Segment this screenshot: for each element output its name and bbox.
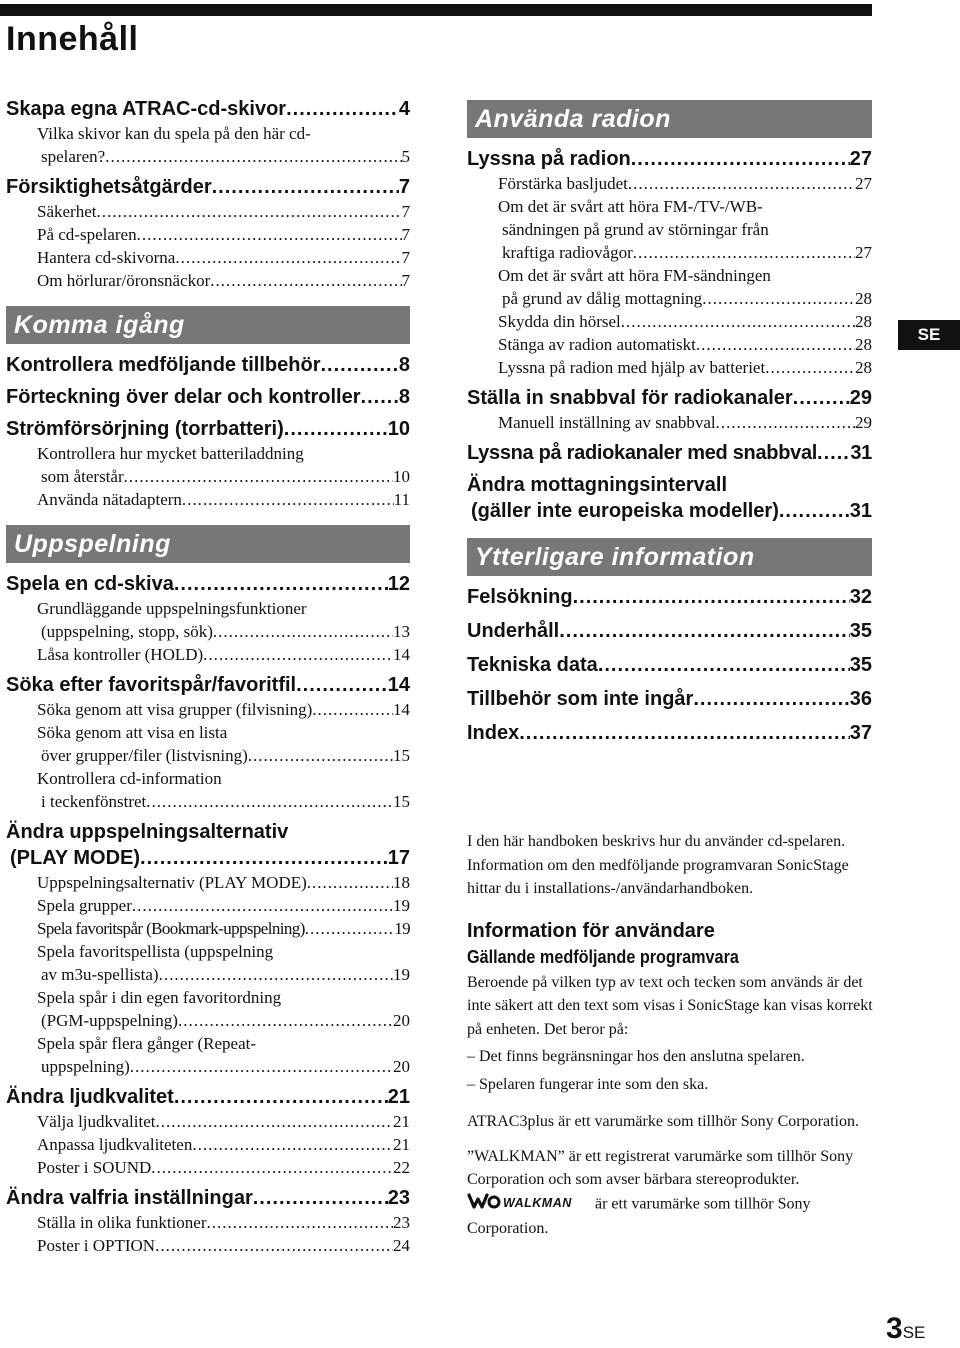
dot-leader bbox=[628, 172, 855, 195]
trademark-walkman bbox=[467, 1145, 877, 1241]
toc-entry-page: 36 bbox=[849, 688, 872, 710]
dash-item: – Det finns begränsningar hos den anslutna spelaren. bbox=[467, 1048, 805, 1065]
toc-entry-page: 31 bbox=[850, 442, 872, 464]
language-tab: SE bbox=[898, 320, 960, 350]
toc-subentry[interactable] bbox=[6, 465, 410, 488]
dot-leader bbox=[286, 96, 399, 122]
toc-subentry-title: (uppspelning, stopp, sök) bbox=[41, 622, 213, 641]
toc-subentry-title: uppspelning) bbox=[41, 1057, 130, 1076]
dot-leader bbox=[178, 1009, 393, 1032]
toc-subentry-page: 11 bbox=[393, 490, 410, 509]
toc-entry-title: Index bbox=[467, 722, 520, 744]
toc-entry-title: Strömförsörjning (torrbatteri) bbox=[6, 418, 284, 440]
dot-leader bbox=[175, 246, 401, 269]
toc-entry-title: Söka efter favoritspår/favoritfil bbox=[6, 674, 297, 696]
toc-entry[interactable] bbox=[6, 1084, 410, 1110]
dot-leader bbox=[312, 698, 393, 721]
dot-leader bbox=[248, 744, 393, 767]
toc-subentry[interactable] bbox=[6, 963, 410, 986]
toc-subentry-page: 24 bbox=[393, 1236, 410, 1255]
trademark-walkman-text-2: är ett varumärke som tillhör Sony Corporation. bbox=[467, 1194, 811, 1237]
dot-leader bbox=[519, 720, 850, 746]
toc-subentry-title: kraftiga radiovågor bbox=[502, 243, 633, 262]
toc-subentry-page: 28 bbox=[855, 335, 872, 354]
toc-entry[interactable] bbox=[467, 440, 872, 466]
toc-subentry-line: Kontrollera hur mycket batteriladdning bbox=[37, 444, 304, 463]
toc-entry[interactable] bbox=[6, 571, 410, 597]
toc-subentry-line: Söka genom att visa en lista bbox=[37, 723, 228, 742]
dot-leader bbox=[140, 845, 388, 871]
toc-entry-line: Ändra uppspelningsalternativ bbox=[6, 821, 289, 843]
dot-leader bbox=[105, 145, 401, 168]
toc-subentry-line: Vilka skivor kan du spela på den här cd- bbox=[37, 124, 311, 143]
toc-subentry-line: Om det är svårt att höra FM-sändningen bbox=[498, 266, 771, 285]
toc-subentry[interactable] bbox=[467, 241, 872, 264]
toc-subentry-title: På cd-spelaren bbox=[37, 225, 137, 244]
toc-subentry[interactable] bbox=[467, 287, 872, 310]
info-block bbox=[467, 830, 877, 1252]
toc-entry[interactable] bbox=[467, 146, 872, 172]
dot-leader bbox=[192, 1133, 393, 1156]
dot-leader bbox=[155, 1234, 393, 1257]
toc-subentry[interactable] bbox=[6, 698, 410, 721]
toc-subentry-page: 5 bbox=[401, 147, 410, 166]
toc-entry[interactable] bbox=[467, 385, 872, 411]
dot-leader bbox=[151, 1156, 393, 1179]
toc-right-column bbox=[467, 100, 872, 746]
toc-entry-title: Ändra valfria inställningar bbox=[6, 1187, 253, 1209]
toc-entry-title: Ändra ljudkvalitet bbox=[6, 1086, 174, 1108]
toc-entry-title: Förteckning över delar och kontroller bbox=[6, 386, 361, 408]
toc-subentry[interactable] bbox=[6, 246, 410, 269]
toc-entry[interactable] bbox=[6, 96, 410, 122]
toc-subentry[interactable] bbox=[6, 1133, 410, 1156]
toc-entry-title: Försiktighetsåtgärder bbox=[6, 176, 212, 198]
toc-subentry[interactable] bbox=[6, 1211, 410, 1234]
toc-subentry-page: 19 bbox=[393, 896, 410, 915]
toc-subentry-page: 14 bbox=[393, 700, 410, 719]
toc-subentry-title: (PGM-uppspelning) bbox=[41, 1011, 178, 1030]
toc-subentry-title: Säkerhet bbox=[37, 202, 97, 221]
toc-subentry-title: Lyssna på radion med hjälp av batteriet bbox=[498, 358, 766, 377]
toc-entry-title: Lyssna på radiokanaler med snabbval bbox=[467, 442, 818, 464]
toc-entry[interactable] bbox=[467, 584, 872, 610]
toc-subentry[interactable] bbox=[6, 643, 410, 666]
dot-leader bbox=[132, 894, 393, 917]
toc-entry-title: (PLAY MODE) bbox=[10, 847, 141, 869]
toc-entry-page: 10 bbox=[387, 418, 410, 440]
dot-leader bbox=[559, 618, 850, 644]
dot-leader bbox=[146, 790, 393, 813]
toc-subentry[interactable] bbox=[467, 356, 872, 379]
toc-subentry[interactable] bbox=[6, 223, 410, 246]
dot-leader bbox=[631, 146, 850, 172]
toc-subentry-line: sändningen på grund av störningar från bbox=[502, 220, 769, 239]
toc-entry[interactable] bbox=[6, 845, 410, 871]
toc-subentry[interactable] bbox=[6, 1055, 410, 1078]
top-rule bbox=[0, 4, 872, 16]
toc-subentry[interactable] bbox=[6, 620, 410, 643]
toc-subentry-title: Manuell inställning av snabbval bbox=[498, 413, 716, 432]
toc-entry-page: 8 bbox=[398, 386, 410, 408]
dot-leader bbox=[716, 411, 855, 434]
toc-entry[interactable] bbox=[6, 174, 410, 200]
toc-subentry[interactable] bbox=[6, 790, 410, 813]
dot-leader bbox=[130, 1055, 393, 1078]
toc-entry-page: 32 bbox=[849, 586, 872, 608]
toc-entry-page: 37 bbox=[849, 722, 872, 744]
toc-subentry-title: som återstår bbox=[41, 467, 124, 486]
section-header-anvanda-radion: Använda radion bbox=[467, 100, 872, 138]
dot-leader bbox=[621, 310, 855, 333]
dot-leader bbox=[174, 1084, 388, 1110]
toc-subentry[interactable] bbox=[6, 1234, 410, 1257]
dot-leader bbox=[793, 385, 850, 411]
toc-entry-title: Tekniska data bbox=[467, 654, 598, 676]
toc-entry-page: 35 bbox=[849, 654, 872, 676]
toc-entry-title: Spela en cd-skiva bbox=[6, 573, 174, 595]
page-number-suffix: SE bbox=[902, 1323, 926, 1342]
toc-subentry[interactable] bbox=[6, 200, 410, 223]
toc-subentry-title: Låsa kontroller (HOLD) bbox=[37, 645, 204, 664]
toc-subentry-title: Ställa in olika funktioner bbox=[37, 1213, 207, 1232]
dot-leader bbox=[156, 1110, 394, 1133]
toc-subentry-page: 7 bbox=[401, 202, 410, 221]
info-paragraph: Beroende på vilken typ av text och tecken som används är det inte säkert att den text som visas i SonicStage kan visas korrekt på enheten. Det beror på: bbox=[467, 973, 873, 1038]
toc-subentry-page: 19 bbox=[394, 919, 410, 938]
toc-entry-page: 29 bbox=[849, 387, 872, 409]
toc-entry-page: 27 bbox=[849, 148, 872, 170]
toc-subentry[interactable] bbox=[6, 1110, 410, 1133]
toc-subentry-title: Använda nätadaptern bbox=[37, 490, 182, 509]
dash-item: – Spelaren fungerar inte som den ska. bbox=[467, 1075, 709, 1093]
dot-leader bbox=[779, 498, 850, 524]
dot-leader bbox=[598, 652, 850, 678]
dot-leader bbox=[307, 871, 393, 894]
toc-subentry-title: Anpassa ljudkvaliteten bbox=[37, 1135, 193, 1154]
dot-leader bbox=[159, 963, 393, 986]
toc-subentry-page: 18 bbox=[393, 873, 410, 892]
info-subheading: Gällande medföljande programvara bbox=[467, 946, 739, 967]
toc-subentry-page: 7 bbox=[401, 225, 410, 244]
toc-subentry[interactable] bbox=[467, 333, 872, 356]
dot-leader bbox=[765, 356, 855, 379]
dot-leader bbox=[284, 416, 388, 442]
toc-entry-title: Underhåll bbox=[467, 620, 560, 642]
toc-subentry-line: Kontrollera cd-information bbox=[37, 769, 222, 788]
toc-entry[interactable] bbox=[6, 352, 410, 378]
toc-entry-page: 4 bbox=[398, 98, 410, 120]
svg-text:WALKMAN: WALKMAN bbox=[503, 1195, 572, 1210]
toc-entry-page: 35 bbox=[849, 620, 872, 642]
toc-entry-page: 12 bbox=[387, 573, 410, 595]
toc-subentry-title: i teckenfönstret bbox=[41, 792, 147, 811]
dot-leader bbox=[182, 488, 394, 511]
page-number-value: 3 bbox=[886, 1312, 903, 1345]
toc-subentry-page: 28 bbox=[855, 289, 872, 308]
toc-subentry-page: 19 bbox=[393, 965, 410, 984]
toc-subentry-line: Spela spår i din egen favoritordning bbox=[37, 988, 282, 1007]
toc-subentry-title: Stänga av radion automatiskt bbox=[498, 335, 696, 354]
toc-entry-title: (gäller inte europeiska modeller) bbox=[471, 500, 779, 522]
toc-entry-page: 8 bbox=[398, 354, 410, 376]
walkman-logo-icon bbox=[467, 1192, 591, 1218]
toc-entry[interactable] bbox=[467, 720, 872, 746]
dot-leader bbox=[573, 584, 850, 610]
toc-subentry[interactable] bbox=[467, 411, 872, 434]
section-header-ytterligare-information: Ytterligare information bbox=[467, 538, 872, 576]
toc-subentry-line: Grundläggande uppspelningsfunktioner bbox=[37, 599, 307, 618]
toc-subentry[interactable] bbox=[6, 917, 410, 940]
toc-entry-page: 7 bbox=[398, 176, 410, 198]
dot-leader bbox=[137, 223, 402, 246]
dot-leader bbox=[210, 269, 401, 292]
dot-leader bbox=[702, 287, 855, 310]
toc-subentry[interactable] bbox=[6, 1156, 410, 1179]
toc-entry-page: 14 bbox=[387, 674, 410, 696]
page-title: Innehåll bbox=[6, 20, 139, 58]
toc-subentry-line: Om det är svårt att höra FM-/TV-/WB- bbox=[498, 197, 763, 216]
toc-subentry-title: spelaren? bbox=[41, 147, 106, 166]
toc-entry-title: Tillbehör som inte ingår bbox=[467, 688, 694, 710]
toc-subentry-page: 10 bbox=[393, 467, 410, 486]
toc-subentry-page: 23 bbox=[393, 1213, 410, 1232]
toc-subentry-title: Förstärka basljudet bbox=[498, 174, 628, 193]
toc-subentry-page: 14 bbox=[393, 645, 410, 664]
toc-subentry-title: Välja ljudkvalitet bbox=[37, 1112, 156, 1131]
dot-leader bbox=[253, 1185, 388, 1211]
dot-leader bbox=[174, 571, 388, 597]
dot-leader bbox=[320, 352, 398, 378]
toc-subentry-title: av m3u-spellista) bbox=[41, 965, 159, 984]
dot-leader bbox=[296, 672, 388, 698]
toc-subentry-line: Spela favoritspellista (uppspelning bbox=[37, 942, 274, 961]
toc-subentry-title: Uppspelningsalternativ (PLAY MODE) bbox=[37, 873, 307, 892]
toc-subentry-page: 13 bbox=[393, 622, 410, 641]
toc-subentry[interactable] bbox=[6, 488, 410, 511]
toc-subentry-title: Skydda din hörsel bbox=[498, 312, 621, 331]
toc-subentry-page: 22 bbox=[393, 1158, 410, 1177]
toc-entry[interactable] bbox=[6, 1185, 410, 1211]
toc-subentry-title: Poster i SOUND bbox=[37, 1158, 152, 1177]
dot-leader bbox=[124, 465, 393, 488]
dot-leader bbox=[696, 333, 855, 356]
toc-subentry-page: 28 bbox=[855, 358, 872, 377]
toc-entry-page: 23 bbox=[387, 1187, 410, 1209]
trademark-walkman-text: ”WALKMAN” är ett registrerat varumärke som tillhör Sony Corporation och som avser bärbara stereoprodukter. bbox=[467, 1147, 854, 1188]
toc-subentry-page: 15 bbox=[393, 746, 410, 765]
toc-entry[interactable] bbox=[6, 672, 410, 698]
toc-left-column bbox=[6, 96, 410, 1257]
toc-subentry-line: Spela spår flera gånger (Repeat- bbox=[37, 1034, 256, 1053]
toc-entry-page: 17 bbox=[387, 847, 410, 869]
toc-subentry-page: 7 bbox=[401, 271, 410, 290]
toc-entry-title: Felsökning bbox=[467, 586, 573, 608]
toc-entry-title: Skapa egna ATRAC-cd-skivor bbox=[6, 98, 287, 120]
toc-subentry-title: Spela favoritspår (Bookmark-uppspelning) bbox=[37, 919, 305, 938]
toc-subentry-page: 20 bbox=[393, 1057, 410, 1076]
dot-leader bbox=[212, 174, 399, 200]
trademark-atrac: ATRAC3plus är ett varumärke som tillhör Sony Corporation. bbox=[467, 1113, 859, 1130]
toc-entry[interactable] bbox=[6, 416, 410, 442]
section-header-uppspelning: Uppspelning bbox=[6, 525, 410, 563]
toc-subentry[interactable] bbox=[467, 310, 872, 333]
intro-paragraph: I den här handboken beskrivs hur du använder cd-spelaren. Information om den medföljande programvaran SonicStage hittar du i installations-/användarhandboken. bbox=[467, 833, 849, 897]
toc-subentry[interactable] bbox=[6, 744, 410, 767]
section-header-komma-igang: Komma igång bbox=[6, 306, 410, 344]
toc-entry[interactable] bbox=[467, 686, 872, 712]
info-heading: Information för användare bbox=[467, 919, 715, 942]
toc-subentry-title: Poster i OPTION bbox=[37, 1236, 156, 1255]
toc-entry-title: Lyssna på radion bbox=[467, 148, 631, 170]
dot-leader bbox=[213, 620, 393, 643]
toc-subentry-title: Söka genom att visa grupper (filvisning) bbox=[37, 700, 313, 719]
toc-entry[interactable] bbox=[467, 652, 872, 678]
dot-leader bbox=[633, 241, 855, 264]
toc-subentry-page: 15 bbox=[393, 792, 410, 811]
toc-subentry-page: 29 bbox=[855, 413, 872, 432]
toc-subentry-page: 20 bbox=[393, 1011, 410, 1030]
toc-entry[interactable] bbox=[467, 618, 872, 644]
toc-subentry-title: Om hörlurar/öronsnäckor bbox=[37, 271, 211, 290]
toc-subentry[interactable] bbox=[6, 894, 410, 917]
toc-subentry-page: 21 bbox=[393, 1112, 410, 1131]
page-number bbox=[886, 1312, 925, 1346]
toc-entry-title: Ställa in snabbval för radiokanaler bbox=[467, 387, 793, 409]
toc-entry[interactable] bbox=[467, 498, 872, 524]
toc-subentry[interactable] bbox=[467, 172, 872, 195]
toc-subentry-title: på grund av dålig mottagning bbox=[502, 289, 703, 308]
toc-subentry-title: Hantera cd-skivorna bbox=[37, 248, 176, 267]
toc-subentry[interactable] bbox=[6, 871, 410, 894]
toc-entry-title: Kontrollera medföljande tillbehör bbox=[6, 354, 321, 376]
dot-leader bbox=[305, 917, 394, 940]
toc-entry-page: 21 bbox=[387, 1086, 410, 1108]
toc-subentry-page: 28 bbox=[855, 312, 872, 331]
toc-subentry-title: över grupper/filer (listvisning) bbox=[41, 746, 248, 765]
toc-subentry-page: 27 bbox=[855, 174, 872, 193]
toc-subentry-title: Spela grupper bbox=[37, 896, 132, 915]
toc-entry-line: Ändra mottagningsintervall bbox=[467, 474, 728, 496]
dot-leader bbox=[817, 440, 850, 466]
dot-leader bbox=[203, 643, 393, 666]
toc-entry[interactable] bbox=[6, 384, 410, 410]
dot-leader bbox=[96, 200, 401, 223]
toc-subentry-page: 27 bbox=[855, 243, 872, 262]
dot-leader bbox=[693, 686, 849, 712]
toc-subentry-page: 7 bbox=[401, 248, 410, 267]
dot-leader bbox=[207, 1211, 394, 1234]
toc-subentry[interactable] bbox=[6, 269, 410, 292]
toc-subentry-page: 21 bbox=[393, 1135, 410, 1154]
toc-subentry[interactable] bbox=[6, 145, 410, 168]
toc-subentry[interactable] bbox=[6, 1009, 410, 1032]
toc-entry-page: 31 bbox=[849, 500, 872, 522]
dot-leader bbox=[361, 384, 399, 410]
